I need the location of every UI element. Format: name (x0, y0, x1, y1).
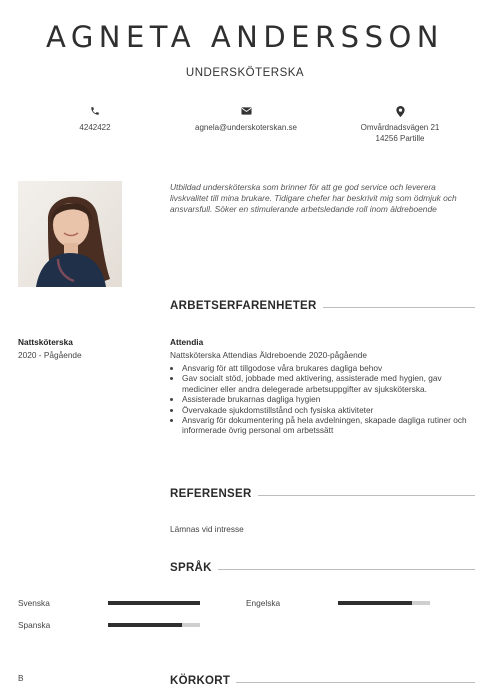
experience-period: 2020 - Pågående (18, 350, 82, 360)
profile-photo (18, 181, 122, 287)
list-item: • Ansvarig för dokumentering på hela avdelningen, skapade dagliga rutiner och informerade övrig personal om arbetssätt (182, 415, 475, 436)
phone-number: 4242422 (79, 123, 111, 132)
language-level-fill (338, 601, 412, 605)
language-level-bar (338, 601, 430, 605)
list-item: • Assisterade brukarnas dagliga hygien (182, 394, 475, 404)
language-level-bar (108, 623, 200, 627)
experience-subtitle: Nattsköterska Attendias Äldreboende 2020-pågående (170, 350, 367, 360)
section-title-experience: ARBETSERFARENHETER (170, 300, 323, 312)
language-name: Spanska (18, 620, 51, 630)
email-address: agnela@underskoterskan.se (195, 123, 297, 132)
list-item: • Övervakade sjukdomstillstånd och fysiska aktiviteter (182, 405, 475, 415)
section-title-languages: SPRÅK (170, 562, 218, 574)
experience-position: Nattsköterska (18, 337, 73, 347)
license-value: B (18, 673, 24, 683)
profile-summary: Utbildad undersköterska som brinner för att ge god service och leverera livskvalitet till mina brukare. Tidigare chefer har beskrivit mig som ödmjuk och ansvarsfull. Söker en stimulerande arbetsledande roll inom äldreboende (170, 182, 457, 214)
map-pin-icon (340, 106, 460, 118)
list-item: • Gav socialt stöd, jobbade med aktivering, assisterade med hygien, gav mediciner eller andra delegerade arbetsuppgifter av sjuksköterska. (182, 373, 475, 394)
envelope-icon (176, 106, 316, 118)
references-text: Lämnas vid intresse (170, 524, 244, 534)
job-title: UNDERSKÖTERSKA (185, 67, 305, 79)
language-level-fill (108, 623, 182, 627)
candidate-name: AGNETA ANDERSSON (45, 20, 444, 54)
language-level-bar (108, 601, 200, 605)
list-item: • Ansvarig för att tillgodose våra brukares dagliga behov (182, 363, 475, 373)
language-name: Svenska (18, 598, 50, 608)
section-title-license: KÖRKORT (170, 675, 236, 687)
experience-duties (170, 363, 475, 436)
contact-phone (45, 106, 145, 133)
language-name: Engelska (246, 598, 281, 608)
phone-icon (45, 106, 145, 118)
language-level-fill (108, 601, 200, 605)
contact-email (176, 106, 316, 133)
address-line-1: Omvårdnadsvägen 21 (360, 123, 440, 132)
experience-employer: Attendia (170, 337, 204, 347)
address-line-2: 14256 Partille (375, 134, 425, 143)
section-title-references: REFERENSER (170, 488, 258, 500)
contact-address (340, 106, 460, 144)
